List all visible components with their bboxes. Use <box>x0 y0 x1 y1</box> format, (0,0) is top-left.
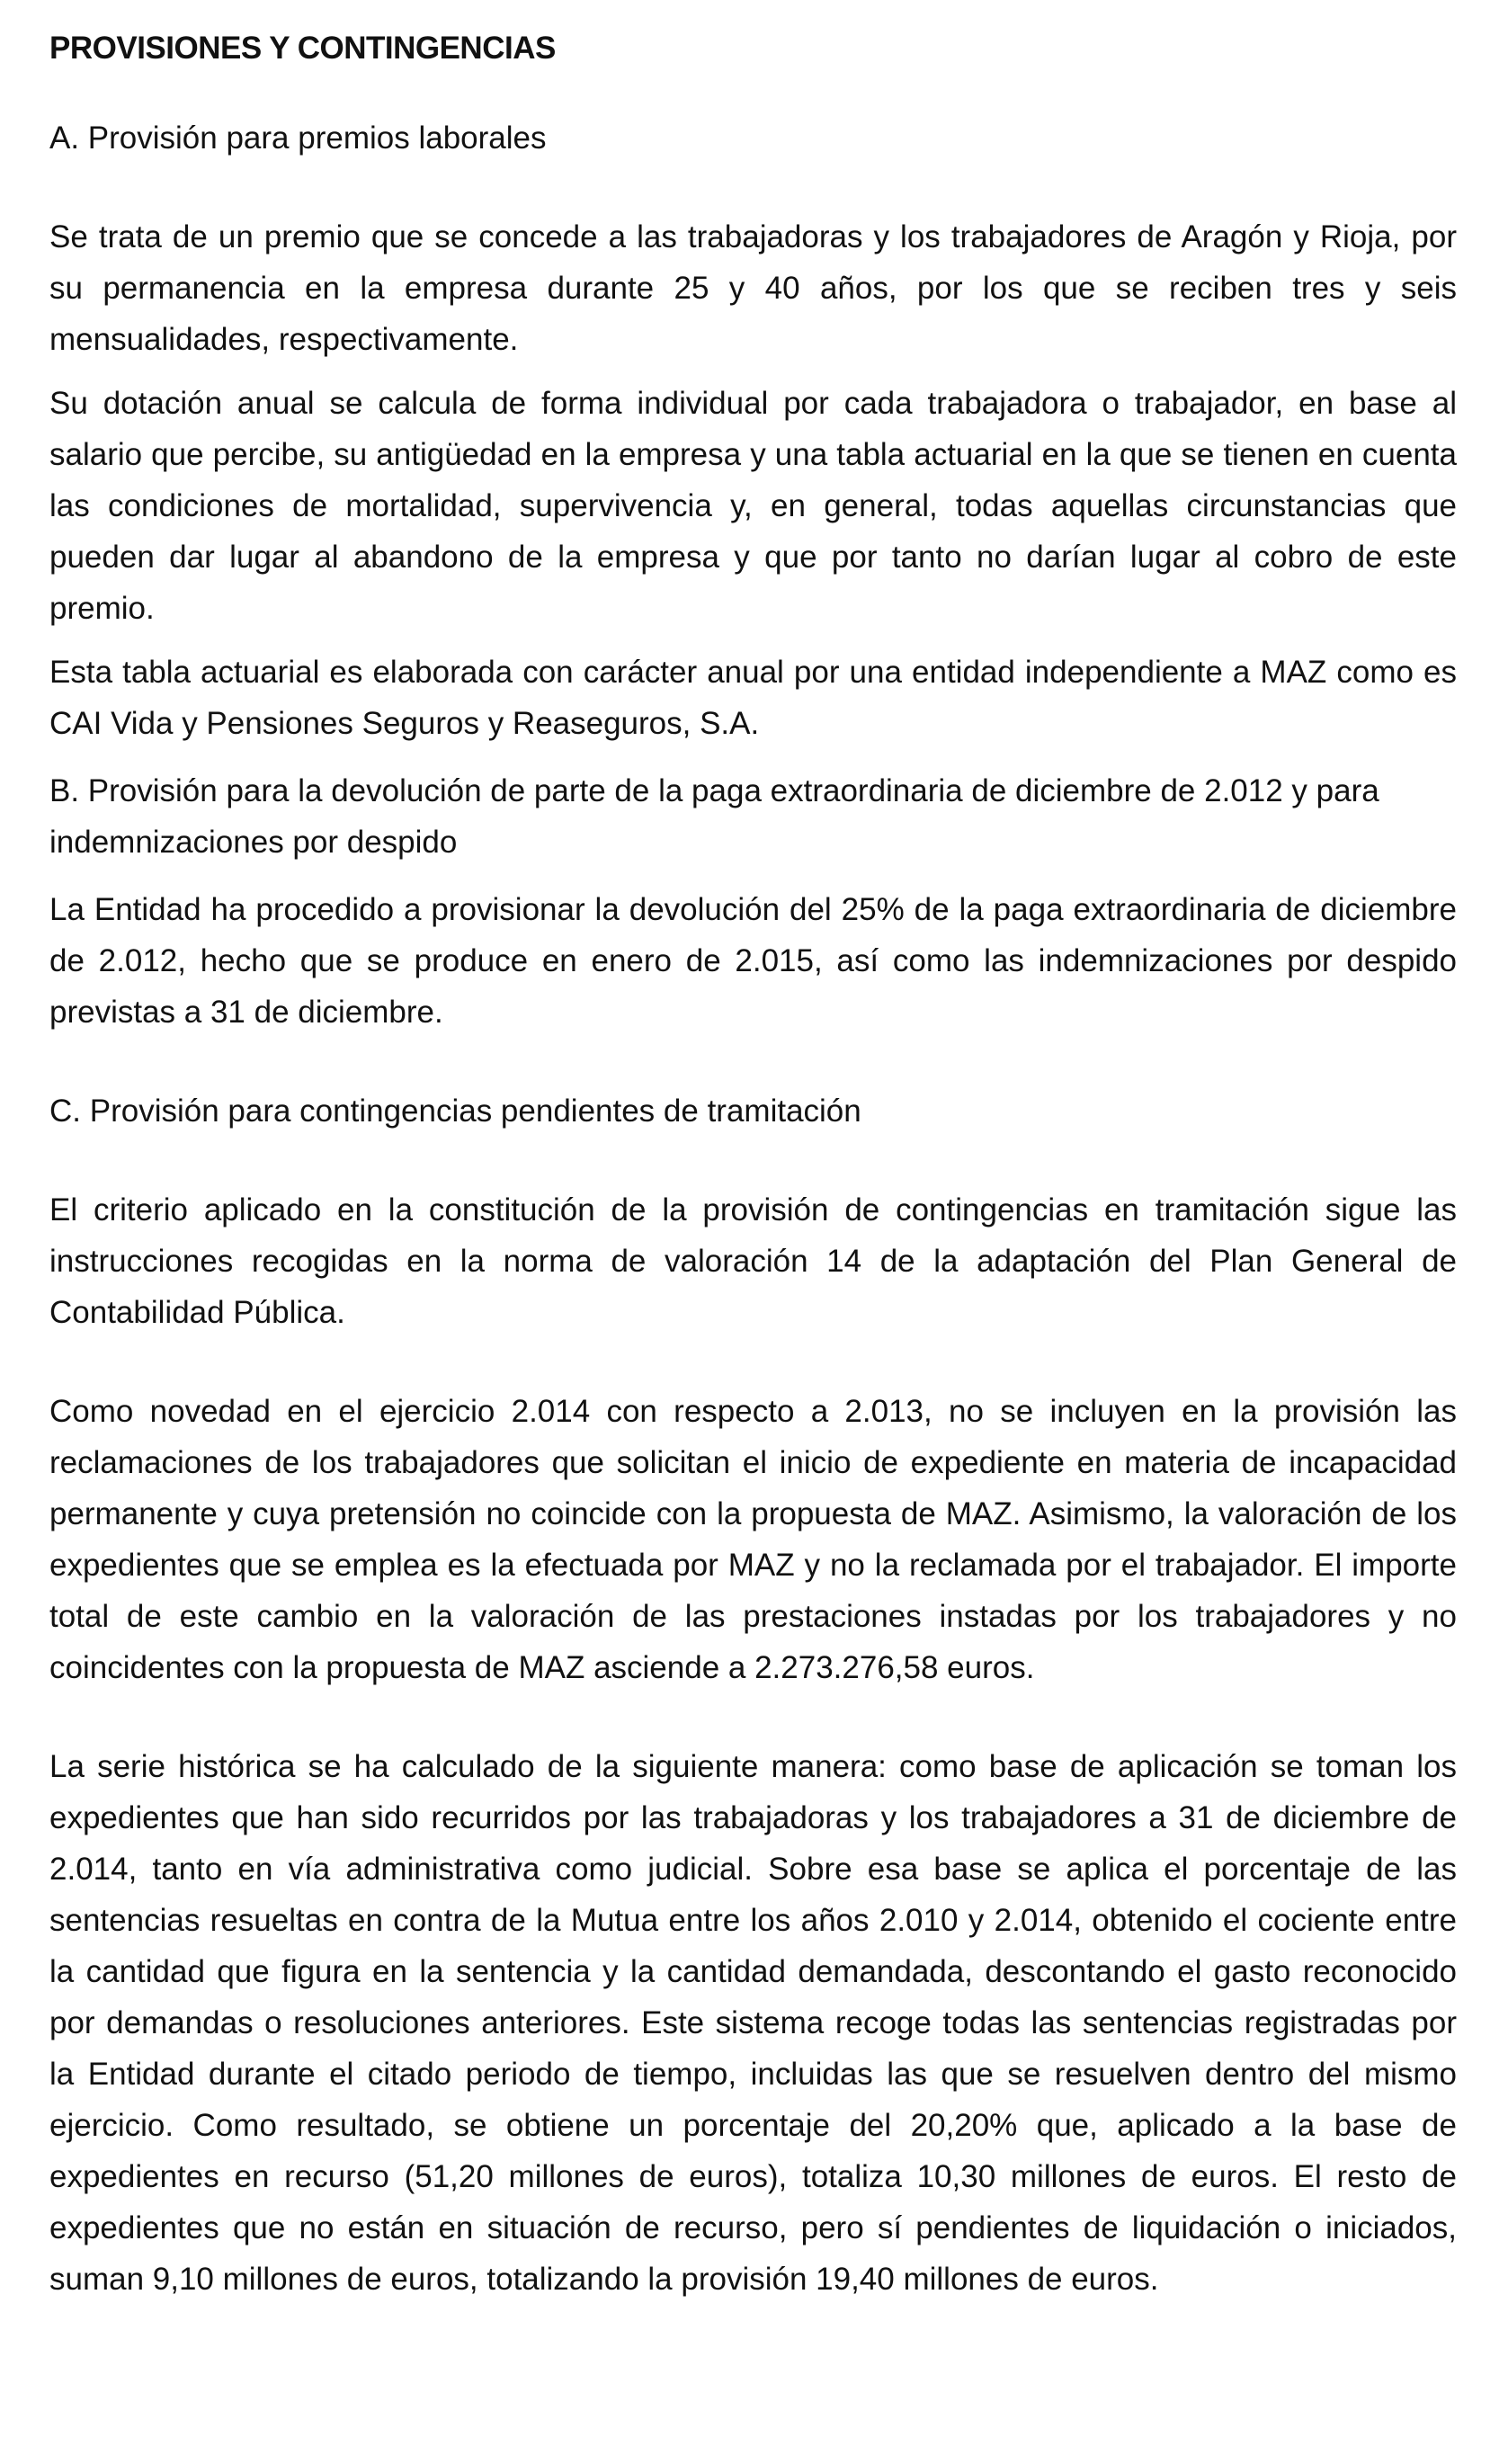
section-a-heading: A. Provisión para premios laborales <box>49 121 547 156</box>
document-title: PROVISIONES Y CONTINGENCIAS <box>49 31 556 66</box>
section-c-heading: C. Provisión para contingencias pendientes de tramitación <box>49 1094 861 1129</box>
section-a-paragraph-3: Esta tabla actuarial es elaborada con carácter anual por una entidad independiente a MAZ como es CAI Vida y Pensiones Seguros y Reaseguros, S.A. <box>49 655 1457 741</box>
document-page <box>49 27 1457 2305</box>
section-a-paragraph-2: Su dotación anual se calcula de forma individual por cada trabajadora o trabajador, en base al salario que percibe, su antigüedad en la empresa y una tabla actuarial en la que se tienen en cuenta las condiciones de mortalidad, supervivencia y, en general, todas aquellas circunstancias que pueden dar lugar al abandono de la empresa y que por tanto no darían lugar al cobro de este premio. <box>49 386 1457 626</box>
section-a-paragraph-1: Se trata de un premio que se concede a las trabajadoras y los trabajadores de Aragón y Rioja, por su permanencia en la empresa durante 25 y 40 años, por los que se reciben tres y seis mensualidades, respectivamente. <box>49 219 1457 357</box>
section-b-heading: B. Provisión para la devolución de parte de la paga extraordinaria de diciembre de 2.012 y para indemnizaciones por despido <box>49 773 1379 860</box>
section-b-paragraph-1: La Entidad ha procedido a provisionar la devolución del 25% de la paga extraordinaria de diciembre de 2.012, hecho que se produce en enero de 2.015, así como las indemnizaciones por despido previstas a 31 de diciembre. <box>49 892 1457 1030</box>
section-c-paragraph-1: El criterio aplicado en la constitución de la provisión de contingencias en tramitación sigue las instrucciones recogidas en la norma de valoración 14 de la adaptación del Plan General de Contabilidad Pública. <box>49 1192 1457 1330</box>
section-c-paragraph-2: Como novedad en el ejercicio 2.014 con respecto a 2.013, no se incluyen en la provisión las reclamaciones de los trabajadores que solicitan el inicio de expediente en materia de incapacidad permanente y cuya pretensión no coincide con la propuesta de MAZ. Asimismo, la valoración de los expedientes que se emplea es la efectuada por MAZ y no la reclamada por el trabajador. El importe total de este cambio en la valoración de las prestaciones instadas por los trabajadores y no coincidentes con la propuesta de MAZ asciende a 2.273.276,58 euros. <box>49 1394 1457 1685</box>
section-c-paragraph-3: La serie histórica se ha calculado de la siguiente manera: como base de aplicación se toman los expedientes que han sido recurridos por las trabajadoras y los trabajadores a 31 de diciembre de 2.014, tanto en vía administrativa como judicial. Sobre esa base se aplica el porcentaje de las sentencias resueltas en contra de la Mutua entre los años 2.010 y 2.014, obtenido el cociente entre la cantidad que figura en la sentencia y la cantidad demandada, descontando el gasto reconocido por demandas o resoluciones anteriores. Este sistema recoge todas las sentencias registradas por la Entidad durante el citado periodo de tiempo, incluidas las que se resuelven dentro del mismo ejercicio. Como resultado, se obtiene un porcentaje del 20,20% que, aplicado a la base de expedientes en recurso (51,20 millones de euros), totaliza 10,30 millones de euros. El resto de expedientes que no están en situación de recurso, pero sí pendientes de liquidación o iniciados, suman 9,10 millones de euros, totalizando la provisión 19,40 millones de euros. <box>49 1749 1457 2297</box>
